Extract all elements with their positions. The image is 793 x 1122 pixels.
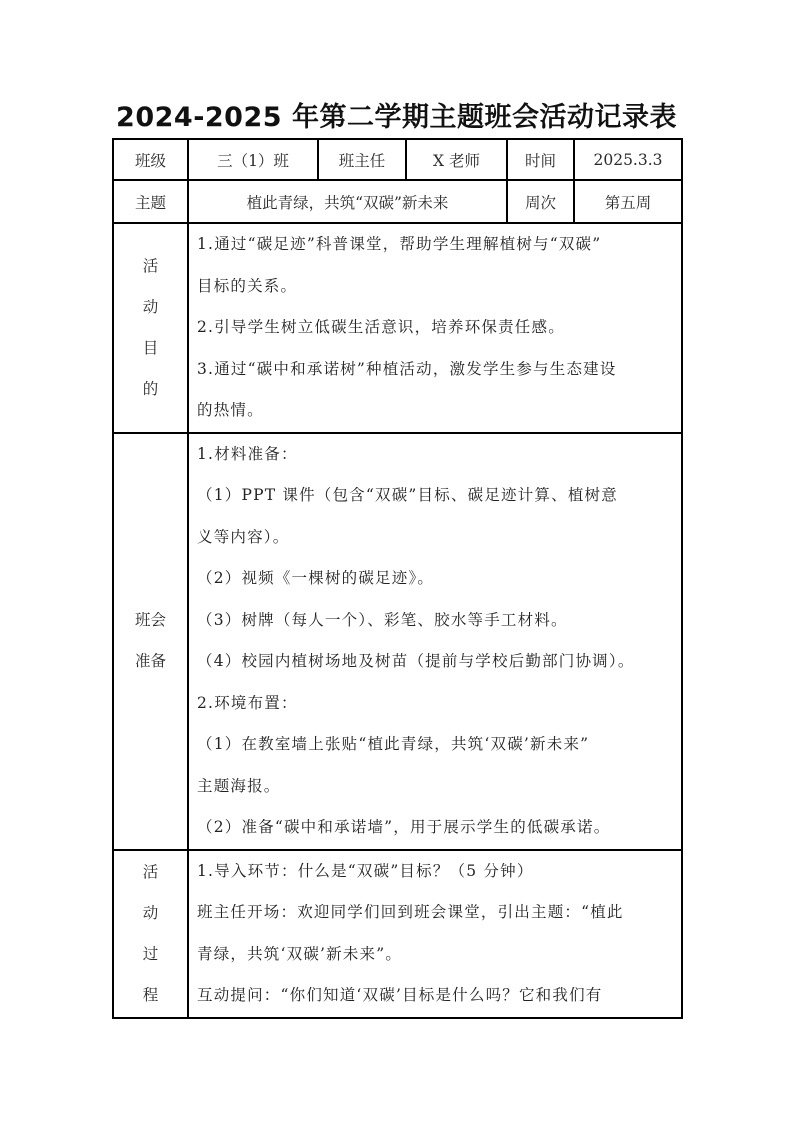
theme-label: 主题 — [113, 180, 188, 223]
week-value: 第五周 — [574, 180, 682, 223]
class-value: 三（1）班 — [188, 139, 318, 180]
preparation-line: （1）在教室墙上张贴“植此青绿，共筑‘双碳’新未来” — [197, 735, 590, 753]
purpose-label-char: 目 — [142, 338, 159, 357]
purpose-line: 的热情。 — [197, 401, 264, 419]
purpose-label-char: 活 — [142, 256, 159, 275]
preparation-line: （2）准备“碳中和承诺墙”，用于展示学生的低碳承诺。 — [197, 818, 611, 836]
purpose-label-char: 的 — [142, 379, 159, 398]
preparation-label-text: 班会 — [134, 611, 166, 629]
preparation-line: （2）视频《一棵树的碳足迹》。 — [197, 569, 435, 587]
process-line: 班主任开场：欢迎同学们回到班会课堂，引出主题：“植此 — [197, 903, 624, 921]
purpose-line: 1.通过“碳足迹”科普课堂，帮助学生理解植树与“双碳” — [197, 235, 602, 253]
teacher-value: X 老师 — [406, 139, 507, 180]
activity-record-table — [112, 138, 683, 1019]
purpose-label-char: 动 — [142, 297, 159, 316]
preparation-row — [113, 433, 682, 850]
preparation-label-text: 准备 — [134, 652, 166, 670]
process-label-char: 过 — [142, 944, 159, 963]
week-label: 周次 — [507, 180, 574, 223]
process-line: 互动提问：“你们知道‘双碳’目标是什么吗？它和我们有 — [197, 986, 603, 1004]
teacher-label: 班主任 — [318, 139, 406, 180]
header-row-class — [113, 139, 682, 180]
header-row-theme — [113, 180, 682, 223]
preparation-line: 义等内容）。 — [197, 527, 290, 546]
process-content — [188, 850, 682, 1018]
process-label-char: 活 — [142, 862, 159, 881]
purpose-row — [113, 223, 682, 433]
purpose-line: 目标的关系。 — [197, 276, 298, 295]
preparation-content — [188, 433, 682, 850]
preparation-line: （1）PPT 课件（包含“双碳”目标、碳足迹计算、植树意 — [197, 486, 618, 504]
preparation-line: （4）校园内植树场地及树苗（提前与学校后勤部门协调）。 — [197, 652, 635, 670]
process-line: 青绿，共筑‘双碳’新未来”。 — [197, 944, 403, 963]
time-label: 时间 — [507, 139, 574, 180]
preparation-label — [113, 433, 188, 850]
process-label-char: 程 — [142, 985, 159, 1004]
process-line: 1.导入环节：什么是“双碳”目标？（5 分钟） — [197, 861, 534, 880]
time-value: 2025.3.3 — [574, 139, 682, 180]
document-title: 2024-2025 年第二学期主题班会活动记录表 — [116, 102, 677, 133]
purpose-line: 2.引导学生树立低碳生活意识，培养环保责任感。 — [197, 318, 565, 336]
preparation-line: 2.环境布置： — [197, 693, 298, 712]
preparation-line: 1.材料准备： — [197, 444, 298, 463]
theme-value: 植此青绿，共筑“双碳”新未来 — [188, 180, 507, 223]
preparation-line: 主题海报。 — [197, 776, 281, 795]
purpose-line: 3.通过“碳中和承诺树”种植活动，激发学生参与生态建设 — [197, 359, 617, 378]
purpose-content — [188, 223, 682, 433]
process-label-char: 动 — [142, 903, 159, 922]
process-row — [113, 850, 682, 1018]
class-label: 班级 — [113, 139, 188, 180]
preparation-line: （3）树牌（每人一个）、彩笔、胶水等手工材料。 — [197, 610, 568, 629]
process-label — [113, 850, 188, 1018]
purpose-label — [113, 223, 188, 433]
